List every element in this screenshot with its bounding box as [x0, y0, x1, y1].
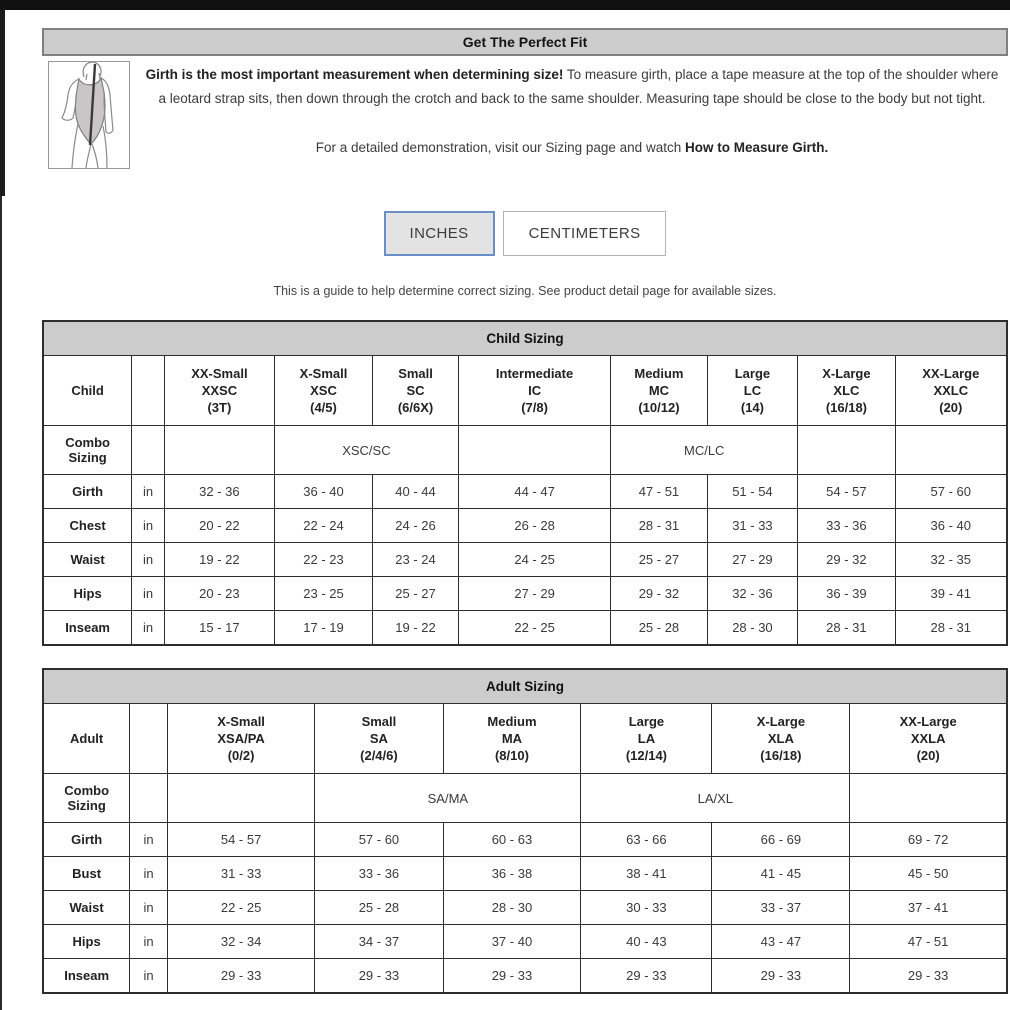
combo-sizing-label: Combo Sizing [43, 774, 130, 823]
combo-size-cell: SA/MA [315, 774, 581, 823]
measurement-cell: 36 - 40 [895, 509, 1007, 543]
combo-empty-cell [798, 426, 895, 475]
measurement-cell: 33 - 37 [712, 891, 850, 925]
size-column-header: Small SC (6/6X) [373, 356, 459, 426]
table-row [43, 857, 1007, 891]
intro-text-block [130, 61, 1008, 169]
measurement-cell: 29 - 32 [798, 543, 895, 577]
unit-cell: in [130, 891, 168, 925]
measurement-cell: 29 - 33 [712, 959, 850, 994]
row-label: Inseam [43, 611, 132, 646]
measurement-cell: 27 - 29 [707, 543, 798, 577]
unit-cell: in [132, 475, 165, 509]
size-column-header: XX-Small XXSC (3T) [164, 356, 274, 426]
table-row [43, 509, 1007, 543]
demo-line [140, 136, 1004, 160]
measurement-cell: 32 - 34 [167, 925, 314, 959]
size-column-header: X-Small XSA/PA (0/2) [167, 704, 314, 774]
measurement-cell: 44 - 47 [458, 475, 610, 509]
unit-cell: in [132, 509, 165, 543]
measurement-cell: 31 - 33 [167, 857, 314, 891]
row-label: Bust [43, 857, 130, 891]
combo-empty-cell [850, 774, 1007, 823]
measurement-cell: 15 - 17 [164, 611, 274, 646]
measurement-cell: 69 - 72 [850, 823, 1007, 857]
table-row [43, 959, 1007, 994]
row-label: Girth [43, 475, 132, 509]
row-label: Waist [43, 891, 130, 925]
measurement-cell: 28 - 31 [611, 509, 707, 543]
measurement-cell: 32 - 36 [164, 475, 274, 509]
measurement-cell: 25 - 28 [315, 891, 443, 925]
measurement-cell: 25 - 28 [611, 611, 707, 646]
measurement-cell: 26 - 28 [458, 509, 610, 543]
measurement-cell: 31 - 33 [707, 509, 798, 543]
measurement-cell: 32 - 36 [707, 577, 798, 611]
measurement-cell: 60 - 63 [443, 823, 581, 857]
table-row [43, 475, 1007, 509]
measurement-cell: 37 - 41 [850, 891, 1007, 925]
page-title: Get The Perfect Fit [42, 28, 1008, 56]
measurement-cell: 63 - 66 [581, 823, 712, 857]
window-left-border-thin [0, 196, 2, 1010]
adult-sizing-table [42, 668, 1008, 994]
measurement-cell: 54 - 57 [798, 475, 895, 509]
girth-bold-lead: Girth is the most important measurement when determining size! [145, 67, 564, 82]
measurement-cell: 33 - 36 [315, 857, 443, 891]
measurement-cell: 29 - 33 [443, 959, 581, 994]
table-row [43, 823, 1007, 857]
girth-paragraph [140, 63, 1004, 112]
measurement-cell: 36 - 38 [443, 857, 581, 891]
measurement-cell: 66 - 69 [712, 823, 850, 857]
combo-empty-cell [458, 426, 610, 475]
size-column-header: X-Large XLC (16/18) [798, 356, 895, 426]
measurement-cell: 29 - 32 [611, 577, 707, 611]
measurement-cell: 25 - 27 [611, 543, 707, 577]
measurement-cell: 29 - 33 [167, 959, 314, 994]
measurement-cell: 57 - 60 [895, 475, 1007, 509]
table-title: Child Sizing [43, 321, 1007, 356]
table-row-header: Adult [43, 704, 130, 774]
combo-unit-cell [130, 774, 168, 823]
row-label: Girth [43, 823, 130, 857]
measurement-cell: 47 - 51 [850, 925, 1007, 959]
unit-cell: in [132, 543, 165, 577]
combo-size-cell: XSC/SC [274, 426, 458, 475]
girth-body-text: To measure girth, place a tape measure at the top of the shoulder where a leotard strap sits, then down through the crotch and back to the same shoulder. Measuring tape should be close to the body but not tight. [158, 67, 999, 107]
centimeters-button[interactable]: CENTIMETERS [503, 211, 667, 256]
measurement-cell: 29 - 33 [581, 959, 712, 994]
measurement-cell: 27 - 29 [458, 577, 610, 611]
measurement-cell: 32 - 35 [895, 543, 1007, 577]
inches-button[interactable]: INCHES [384, 211, 495, 256]
measurement-cell: 22 - 23 [274, 543, 372, 577]
combo-sizing-label: Combo Sizing [43, 426, 132, 475]
measurement-cell: 28 - 31 [798, 611, 895, 646]
size-column-header: X-Large XLA (16/18) [712, 704, 850, 774]
row-label: Hips [43, 577, 132, 611]
row-label: Inseam [43, 959, 130, 994]
combo-size-cell: LA/XL [581, 774, 850, 823]
measurement-cell: 43 - 47 [712, 925, 850, 959]
measurement-cell: 45 - 50 [850, 857, 1007, 891]
measurement-cell: 28 - 31 [895, 611, 1007, 646]
measurement-cell: 38 - 41 [581, 857, 712, 891]
intro-section [42, 61, 1008, 169]
unit-cell: in [132, 577, 165, 611]
measurement-cell: 29 - 33 [850, 959, 1007, 994]
measurement-cell: 36 - 40 [274, 475, 372, 509]
size-column-header: Large LA (12/14) [581, 704, 712, 774]
measurement-cell: 22 - 25 [458, 611, 610, 646]
measurement-cell: 25 - 27 [373, 577, 459, 611]
measurement-cell: 34 - 37 [315, 925, 443, 959]
size-column-header: X-Small XSC (4/5) [274, 356, 372, 426]
measurement-cell: 22 - 25 [167, 891, 314, 925]
measurement-cell: 22 - 24 [274, 509, 372, 543]
measurement-cell: 39 - 41 [895, 577, 1007, 611]
measurement-cell: 51 - 54 [707, 475, 798, 509]
measurement-cell: 24 - 25 [458, 543, 610, 577]
combo-empty-cell [167, 774, 314, 823]
measurement-cell: 23 - 24 [373, 543, 459, 577]
size-column-header: Small SA (2/4/6) [315, 704, 443, 774]
measurement-cell: 57 - 60 [315, 823, 443, 857]
row-label: Chest [43, 509, 132, 543]
unit-toggle [42, 211, 1008, 256]
size-column-header: Medium MC (10/12) [611, 356, 707, 426]
sizing-guide-note: This is a guide to help determine correct sizing. See product detail page for available sizes. [273, 284, 777, 298]
unit-cell: in [130, 823, 168, 857]
measurement-cell: 29 - 33 [315, 959, 443, 994]
demo-prefix: For a detailed demonstration, visit our Sizing page and watch [315, 139, 685, 155]
measurement-cell: 33 - 36 [798, 509, 895, 543]
size-column-header: XX-Large XXLC (20) [895, 356, 1007, 426]
leotard-figure-icon [49, 62, 129, 168]
girth-measurement-illustration [48, 61, 130, 169]
combo-empty-cell [164, 426, 274, 475]
measurement-cell: 23 - 25 [274, 577, 372, 611]
measurement-cell: 47 - 51 [611, 475, 707, 509]
measurement-cell: 19 - 22 [164, 543, 274, 577]
unit-cell: in [130, 959, 168, 994]
size-column-header: Medium MA (8/10) [443, 704, 581, 774]
measurement-cell: 28 - 30 [707, 611, 798, 646]
combo-empty-cell [895, 426, 1007, 475]
row-label: Waist [43, 543, 132, 577]
window-left-border [0, 10, 5, 196]
child-sizing-table [42, 320, 1008, 646]
measurement-cell: 30 - 33 [581, 891, 712, 925]
demo-bold: How to Measure Girth. [684, 139, 829, 155]
unit-cell: in [130, 925, 168, 959]
combo-unit-cell [132, 426, 165, 475]
unit-header-cell [132, 356, 165, 426]
measurement-cell: 54 - 57 [167, 823, 314, 857]
table-title: Adult Sizing [43, 669, 1007, 704]
table-row [43, 577, 1007, 611]
table-row [43, 543, 1007, 577]
measurement-cell: 36 - 39 [798, 577, 895, 611]
measurement-cell: 37 - 40 [443, 925, 581, 959]
measurement-cell: 40 - 43 [581, 925, 712, 959]
measurement-cell: 17 - 19 [274, 611, 372, 646]
size-column-header: Large LC (14) [707, 356, 798, 426]
window-top-border [0, 0, 1010, 10]
measurement-cell: 41 - 45 [712, 857, 850, 891]
combo-size-cell: MC/LC [611, 426, 798, 475]
measurement-cell: 24 - 26 [373, 509, 459, 543]
size-column-header: Intermediate IC (7/8) [458, 356, 610, 426]
table-row [43, 891, 1007, 925]
measurement-cell: 28 - 30 [443, 891, 581, 925]
size-guide-page [42, 28, 1008, 994]
measurement-cell: 20 - 23 [164, 577, 274, 611]
table-row [43, 925, 1007, 959]
row-label: Hips [43, 925, 130, 959]
unit-header-cell [130, 704, 168, 774]
measurement-cell: 20 - 22 [164, 509, 274, 543]
unit-cell: in [130, 857, 168, 891]
table-row-header: Child [43, 356, 132, 426]
measurement-cell: 19 - 22 [373, 611, 459, 646]
unit-cell: in [132, 611, 165, 646]
table-row [43, 611, 1007, 646]
size-column-header: XX-Large XXLA (20) [850, 704, 1007, 774]
measurement-cell: 40 - 44 [373, 475, 459, 509]
